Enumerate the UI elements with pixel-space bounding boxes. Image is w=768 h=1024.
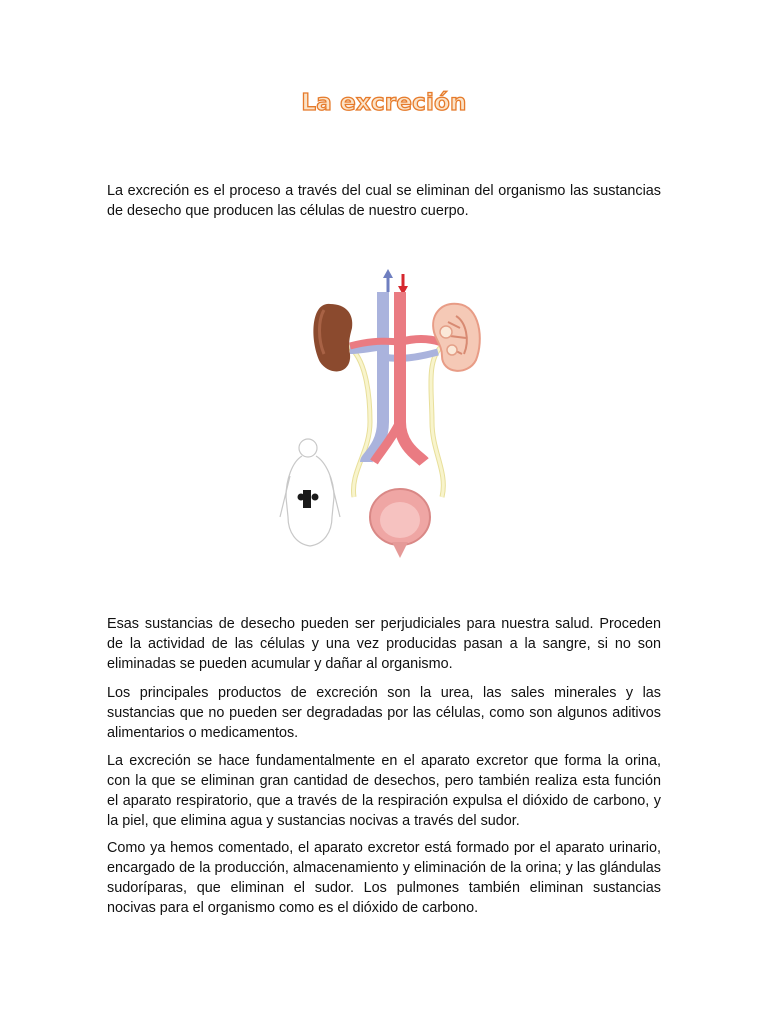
- blood-flow-arrows: [383, 269, 408, 295]
- urinary-system-illustration: [270, 262, 500, 562]
- paragraph-productos: Los principales productos de excreción son la urea, las sales minerales y las sustancias que no pueden ser degradadas por las células, como son algunos aditivos alimentarios o medicamentos.: [107, 685, 661, 741]
- page-title: La excreción: [301, 90, 467, 116]
- paragraph-intro: La excreción es el proceso a través del cual se eliminan del organismo las sustancias de desecho que producen las células de nuestro cuerpo.: [107, 183, 661, 219]
- paragraph-aparato-excretor: La excreción se hace fundamentalmente en el aparato excretor que forma la orina, con la que se eliminan gran cantidad de desechos, pero también realiza esta función el aparato respiratorio, que a través de la respiración expulsa el dióxido de carbono, y la piel, que elimina agua y sustancias nocivas a través del sudor.: [107, 753, 661, 829]
- kidney-left-icon: [313, 304, 352, 372]
- paragraph-perjudiciales: Esas sustancias de desecho pueden ser perjudiciales para nuestra salud. Proceden de la actividad de las células y una vez producidas pasan a la sangre, si no son eliminadas se pueden acumular y dañar al organismo.: [107, 616, 661, 672]
- bladder-icon: [370, 489, 430, 558]
- paragraph-aparato-urinario: Como ya hemos comentado, el aparato excretor está formado por el aparato urinario, encargado de la producción, almacenamiento y eliminación de la orina; y las glándulas sudoríparas, que eliminan el sudor. Los pulmones también eliminan sustancias nocivas para el organismo como es el dióxido de carbono.: [107, 840, 661, 916]
- human-body-outline-icon: [280, 439, 340, 546]
- kidney-right-section-icon: [433, 304, 480, 371]
